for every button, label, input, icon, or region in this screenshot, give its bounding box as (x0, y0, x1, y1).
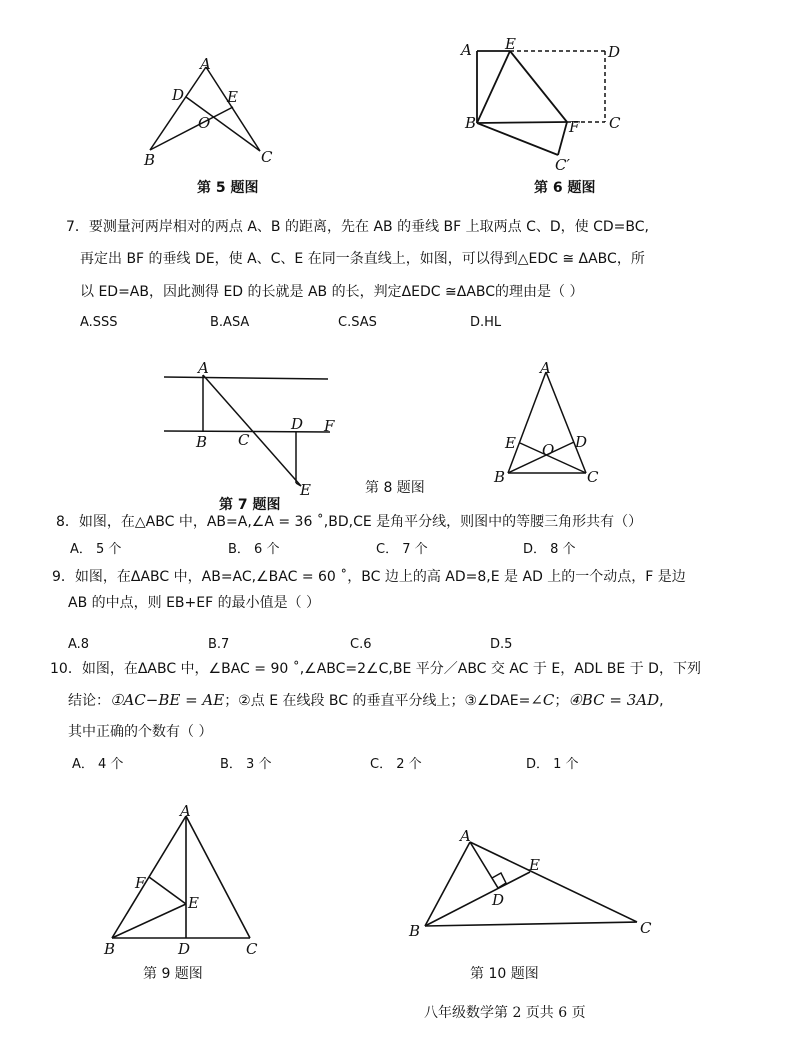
fig6-label-b: B (465, 114, 477, 132)
fig9-label-f: F (135, 874, 146, 892)
q10-line-2-sep: ； (554, 693, 569, 709)
fig8-label-b: B (494, 468, 506, 486)
fig10-label-e: E (529, 856, 540, 874)
fig8-label-a: A (540, 359, 551, 377)
fig8-caption: 第 8 题图 (365, 480, 425, 496)
fig8-label-d: D (575, 433, 588, 451)
fig6-label-c: C (609, 114, 621, 132)
fig9-label-b: B (104, 940, 116, 958)
fig7-caption: 第 7 题图 (219, 497, 281, 513)
fig9-label-a: A (180, 802, 191, 820)
q9-option-d: D.5 (490, 637, 513, 652)
q10-line-2-prefix: 结论： (68, 693, 110, 709)
figure-7 (158, 355, 338, 500)
q7-line-3: 以 ED=AB，因此测得 ED 的长就是 AB 的长，判定ΔEDC ≅ΔABC的理由是（ ） (80, 284, 584, 300)
fig5-label-a: A (200, 55, 211, 73)
fig7-label-d: D (291, 415, 304, 433)
q9-option-b: B.7 (208, 637, 230, 652)
q9-option-a: A.8 (68, 637, 90, 652)
q10-conclusion-3-value: ∠C (530, 691, 555, 709)
fig6-caption: 第 6 题图 (534, 180, 596, 196)
q10-line-2-mid: ；②点 E 在线段 BC 的垂直平分线上；③∠DAE= (224, 693, 531, 709)
fig10-caption: 第 10 题图 (470, 966, 539, 982)
fig7-label-c: C (238, 431, 250, 449)
q10-conclusion-4: ④BC = 3AD (568, 691, 660, 709)
q7-option-a: A.SSS (80, 315, 118, 330)
q10-option-b: B． 3 个 (220, 757, 272, 772)
fig6-label-e: E (505, 38, 516, 53)
figure-9 (100, 800, 265, 960)
q10-option-c: C． 2 个 (370, 757, 422, 772)
figure-6 (455, 38, 630, 178)
figure-5 (130, 55, 280, 170)
fig6-label-c-prime: C′ (555, 156, 570, 174)
q9-line-2: AB 的中点，则 EB+EF 的最小值是（ ） (68, 595, 321, 611)
fig7-label-f: F (324, 417, 335, 435)
q10-option-d: D． 1 个 (526, 757, 579, 772)
fig7-label-a: A (198, 359, 209, 377)
q8-option-a: A． 5 个 (70, 542, 122, 557)
fig7-label-b: B (196, 433, 208, 451)
q7-option-d: D.HL (470, 315, 502, 330)
fig10-label-a: A (460, 827, 471, 845)
fig9-label-c: C (246, 940, 258, 958)
q8-option-c: C． 7 个 (376, 542, 428, 557)
fig5-caption: 第 5 题图 (197, 180, 259, 196)
q10-option-a: A． 4 个 (72, 757, 124, 772)
fig9-label-d: D (178, 940, 191, 958)
q7-option-b: B.ASA (210, 315, 250, 330)
fig5-label-c: C (261, 148, 273, 166)
q10-conclusion-1: ①AC−BE = AE (110, 691, 225, 709)
q7-line-2: 再定出 BF 的垂线 DE，使 A、C、E 在同一条直线上，如图，可以得到△EDC ≅ ΔABC，所 (80, 251, 645, 267)
fig5-label-e: E (227, 88, 238, 106)
q10-line-1: 10．如图，在ΔABC 中，∠BAC = 90 ˚,∠ABC=2∠C,BE 平分／ABC 交 AC 于 E，ADL BE 于 D，下列 (50, 661, 701, 677)
q9-option-c: C.6 (350, 637, 372, 652)
fig5-label-b: B (144, 151, 156, 169)
q9-line-1: 9．如图，在ΔABC 中，AB=AC,∠BAC = 60 ˚，BC 边上的高 AD=8,E 是 AD 上的一个动点，F 是边 (52, 569, 686, 585)
fig5-label-o: O (198, 114, 211, 132)
q10-line-3: 其中正确的个数有（ ） (68, 724, 213, 740)
figure-10 (405, 822, 655, 947)
q8-option-b: B． 6 个 (228, 542, 280, 557)
fig6-label-f: F (569, 118, 580, 136)
fig10-label-c: C (640, 919, 652, 937)
page-footer: 八年级数学第 2 页共 6 页 (424, 1005, 586, 1021)
fig8-label-c: C (587, 468, 599, 486)
fig6-label-a: A (461, 41, 472, 59)
q8-line-1: 8．如图，在△ABC 中，AB=A,∠A = 36 ˚,BD,CE 是角平分线，则图中的等腰三角形共有（） (56, 514, 643, 530)
figure-8 (490, 358, 605, 488)
q10-line-2-end: , (659, 693, 664, 709)
q7-line-1: 7．要测量河两岸相对的两点 A、B 的距离，先在 AB 的垂线 BF 上取两点 C、D，使 CD=BC, (66, 219, 649, 235)
fig10-label-b: B (409, 922, 421, 940)
fig8-label-o: O (542, 441, 555, 459)
fig6-label-d: D (608, 43, 621, 61)
fig9-label-e: E (188, 894, 199, 912)
fig9-caption: 第 9 题图 (143, 966, 203, 982)
fig10-label-d: D (492, 891, 505, 909)
fig5-label-d: D (172, 86, 185, 104)
q10-line-2 (68, 690, 664, 711)
fig8-label-e: E (505, 434, 516, 452)
q8-option-d: D． 8 个 (523, 542, 576, 557)
q7-option-c: C.SAS (338, 315, 377, 330)
fig7-label-e: E (300, 481, 311, 499)
